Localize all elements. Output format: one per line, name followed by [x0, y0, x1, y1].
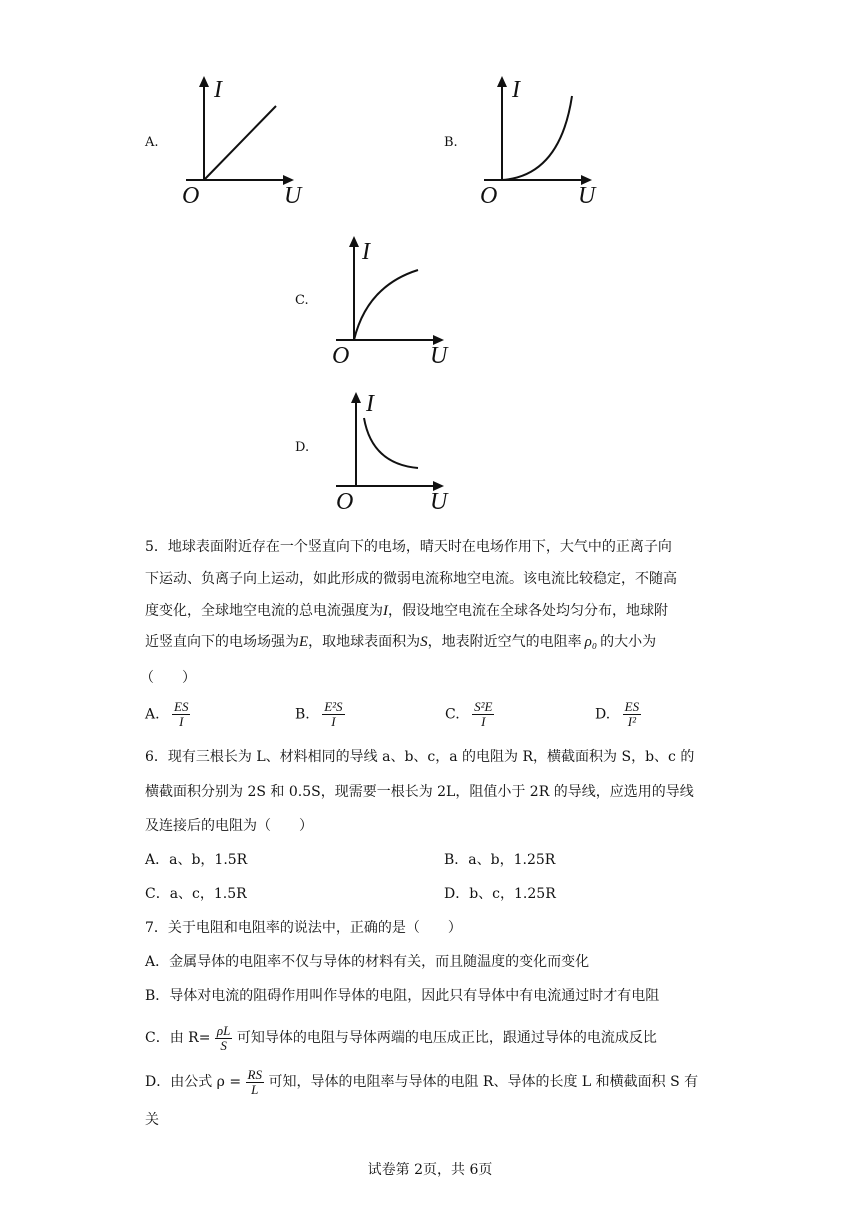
- origin-label: O: [480, 183, 498, 209]
- current-symbol: I: [383, 603, 388, 619]
- iu-graph-b: [470, 76, 600, 209]
- fraction-numerator: ES: [624, 699, 640, 714]
- y-axis-label: I: [362, 239, 370, 265]
- option-d-letter: D.: [295, 440, 310, 455]
- option-b-letter: B.: [444, 135, 458, 150]
- fraction-denominator: S: [220, 1037, 227, 1053]
- fraction-denominator: I: [481, 714, 486, 729]
- q6-line-3: 及连接后的电阻为（ ）: [145, 818, 313, 834]
- q7-option-a: A．金属导体的电阻率不仅与导体的材料有关，而且随温度的变化而变化: [145, 954, 590, 970]
- q5-option-b: [295, 700, 345, 729]
- q7-stem: 7．关于电阻和电阻率的说法中，正确的是（ ）: [145, 920, 462, 936]
- q6-option-c: C．a、c，1.5R: [145, 886, 247, 902]
- iu-graph-d: [322, 392, 452, 522]
- q5-line-3: [145, 601, 668, 621]
- q5-line-2: 下运动、负离子向上运动，如此形成的微弱电流称地空电流。该电流比较稳定，不随高: [145, 571, 677, 587]
- option-letter: B.: [295, 706, 310, 723]
- fraction-denominator: I: [331, 714, 336, 729]
- q6-line-1: 6．现有三根长为 L、材料相同的导线 a、b、c，a 的电阻为 R，横截面积为 S，b、c 的: [145, 749, 695, 765]
- q7-option-d-cont: 关: [145, 1112, 159, 1128]
- q7-option-c-text: C．由 R=: [145, 1030, 211, 1046]
- q5-line-1: 5．地球表面附近存在一个竖直向下的电场，晴天时在电场作用下，大气中的正离子向: [145, 539, 672, 555]
- field-symbol: E: [299, 634, 309, 650]
- option-letter: A.: [145, 706, 160, 723]
- origin-label: O: [336, 489, 354, 515]
- origin-label: O: [182, 183, 200, 209]
- iu-graph-c: [322, 236, 452, 369]
- q5-line-3-text: ，假设地空电流在全球各处均匀分布，地球附: [388, 603, 668, 619]
- iu-graph-a: [172, 76, 302, 209]
- fraction-numerator: S²E: [474, 699, 493, 714]
- fraction-denominator: L: [251, 1081, 259, 1097]
- q7-option-d-text: D．由公式 ρ =: [145, 1074, 242, 1090]
- q6-line-2: 横截面积分别为 2S 和 0.5S，现需要一根长为 2L，阻值小于 2R 的导线，应选用的导线: [145, 784, 694, 800]
- x-axis-label: U: [430, 343, 448, 369]
- option-letter: C.: [445, 706, 460, 723]
- q5-option-a: [145, 700, 190, 729]
- q5-answer-paren: （ ）: [140, 670, 196, 686]
- origin-label: O: [332, 343, 350, 369]
- q7-option-d-text: 可知，导体的电阻率与导体的电阻 R、导体的长度 L 和横截面积 S 有: [268, 1074, 699, 1090]
- q6-option-a: A．a、b，1.5R: [145, 852, 248, 868]
- y-axis-label: I: [366, 391, 374, 417]
- page-footer: 试卷第 2页，共 6页: [367, 1162, 493, 1178]
- fraction-denominator: I²: [627, 714, 636, 729]
- fraction-numerator: E²S: [324, 699, 343, 714]
- area-symbol: S: [420, 634, 428, 650]
- y-axis-label: I: [512, 77, 520, 103]
- q7-option-b: B．导体对电流的阻碍作用叫作导体的电阻，因此只有导体中有电流通过时才有电阻: [145, 988, 660, 1004]
- q6-option-b: B．a、b，1.25R: [444, 852, 556, 868]
- q7-option-d: [145, 1064, 698, 1100]
- q5-line-4-text: ，取地球表面积为: [308, 634, 421, 650]
- q6-option-d: D．b、c，1.25R: [444, 886, 556, 902]
- y-axis-label: I: [214, 77, 222, 103]
- option-c-letter: C.: [295, 293, 309, 308]
- fraction-denominator: I: [179, 714, 184, 729]
- q5-line-4-text: 近竖直向下的电场场强为: [145, 634, 299, 650]
- q5-line-4-text: ，地表附近空气的电阻率: [427, 634, 582, 650]
- q7-option-c: [145, 1020, 657, 1056]
- fraction-numerator: RS: [247, 1066, 262, 1082]
- x-axis-label: U: [284, 183, 302, 209]
- q7-option-c-text: 可知导体的电阻与导体两端的电压成正比，跟通过导体的电流成反比: [236, 1030, 657, 1046]
- fraction-numerator: ρL: [216, 1022, 231, 1038]
- q5-line-3-text: 度变化，全球地空电流的总电流强度为: [145, 603, 383, 619]
- x-axis-label: U: [578, 183, 596, 209]
- resistivity-symbol: ρ₀: [584, 634, 598, 650]
- q5-line-4: [145, 632, 656, 652]
- q5-option-c: [445, 700, 494, 729]
- option-a-letter: A.: [145, 135, 159, 150]
- q5-line-4-text: 的大小为: [600, 634, 657, 650]
- x-axis-label: U: [430, 489, 448, 515]
- q5-option-d: [595, 700, 641, 729]
- fraction-numerator: ES: [174, 699, 189, 714]
- option-letter: D.: [595, 706, 611, 723]
